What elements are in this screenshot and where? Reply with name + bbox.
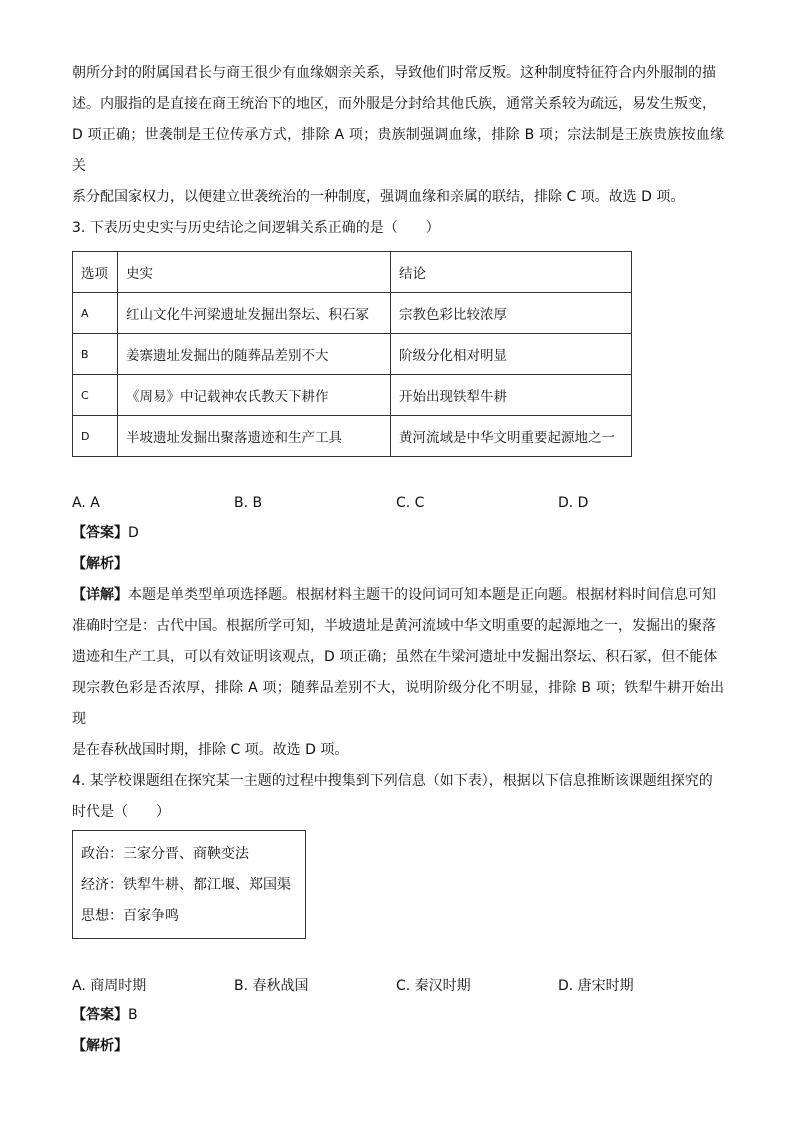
choice-b: B. B <box>234 494 263 511</box>
text-line: 是在春秋战国时期，排除 C 项。故选 D 项。 <box>72 742 349 758</box>
choice-d: D. 唐宋时期 <box>558 977 634 994</box>
answer-tag: 【答案】 <box>72 525 128 541</box>
detail-tag: 【详解】 <box>72 587 128 603</box>
table-row <box>73 293 632 334</box>
analysis-tag: 【解析】 <box>72 556 128 572</box>
document-page <box>72 58 724 1062</box>
table-row <box>73 375 632 416</box>
table-row <box>73 334 632 375</box>
table-cell: 姜寨遗址发掘出的随葬品差别不大 <box>118 334 391 375</box>
table-cell: 半坡遗址发掘出聚落遗迹和生产工具 <box>118 416 391 457</box>
info-line-politics: 政治：三家分晋、商鞅变法 <box>81 846 249 862</box>
analysis-tag: 【解析】 <box>72 1038 128 1054</box>
choice-b: B. 春秋战国 <box>234 977 309 994</box>
question-4-choices <box>72 969 724 1000</box>
question-3-answer <box>72 518 724 549</box>
question-4-answer <box>72 1000 724 1031</box>
table-cell: B <box>73 334 118 375</box>
text-line: 准确时空是：古代中国。根据所学可知，半坡遗址是黄河流域中华文明重要的起源地之一，发掘出的聚落 <box>72 618 716 634</box>
table-cell: 阶级分化相对明显 <box>391 334 632 375</box>
text-line: 系分配国家权力，以便建立世袭统治的一种制度，强调血缘和亲属的联结，排除 C 项。故选 D 项。 <box>72 189 685 205</box>
table-cell: 《周易》中记载神农氏教天下耕作 <box>118 375 391 416</box>
question-4-info-box <box>72 830 306 939</box>
question-3-choices <box>72 487 724 518</box>
info-line-economy: 经济：铁犁牛耕、都江堰、郑国渠 <box>81 877 291 893</box>
text-line: 朝所分封的附属国君长与商王很少有血缘姻亲关系，导致他们时常反叛。这种制度特征符合内外服制的描 <box>72 65 716 81</box>
text-line: 现宗教色彩是否浓厚，排除 A 项；随葬品差别不大，说明阶级分化不明显，排除 B 项；铁犁牛耕开始出现 <box>72 680 724 727</box>
answer-tag: 【答案】 <box>72 1007 128 1023</box>
choice-c: C. 秦汉时期 <box>396 977 471 994</box>
text-line: 时代是（ ） <box>72 804 170 820</box>
text-line: 4. 某学校课题组在探究某一主题的过程中搜集到下列信息（如下表），根据以下信息推断该课题组探究的 <box>72 773 713 789</box>
table-cell: 宗教色彩比较浓厚 <box>391 293 632 334</box>
question-3-stem: 3. 下表历史史实与历史结论之间逻辑关系正确的是（ ） <box>72 220 440 236</box>
question-4-stem <box>72 766 724 828</box>
text-line <box>72 580 724 611</box>
table-header-cell: 结论 <box>391 252 632 293</box>
choice-d: D. D <box>558 494 589 511</box>
question-3-table <box>72 251 632 457</box>
table-cell: C <box>73 375 118 416</box>
table-cell: 开始出现铁犁牛耕 <box>391 375 632 416</box>
text-line: D 项正确；世袭制是王位传承方式，排除 A 项；贵族制强调血缘，排除 B 项；宗法制是王族贵族按血缘关 <box>72 127 724 174</box>
intro-paragraph <box>72 58 724 213</box>
answer-value: D <box>128 525 139 541</box>
table-cell: D <box>73 416 118 457</box>
choice-c: C. C <box>396 494 425 511</box>
table-cell: 红山文化牛河梁遗址发掘出祭坛、积石冢 <box>118 293 391 334</box>
table-row <box>73 416 632 457</box>
question-3-analysis-heading <box>72 549 724 580</box>
table-cell: A <box>73 293 118 334</box>
detail-text: 本题是单类型单项选择题。根据材料主题干的设问词可知本题是正向题。根据材料时间信息可知 <box>128 587 716 603</box>
answer-value: B <box>128 1007 138 1023</box>
choice-a: A. 商周时期 <box>72 977 147 994</box>
table-cell: 黄河流域是中华文明重要起源地之一 <box>391 416 632 457</box>
question-3-detail <box>72 580 724 766</box>
table-header-cell: 选项 <box>73 252 118 293</box>
text-line: 遗迹和生产工具，可以有效证明该观点，D 项正确；虽然在牛梁河遗址中发掘出祭坛、积石冢，但不能体 <box>72 649 718 665</box>
table-header-cell: 史实 <box>118 252 391 293</box>
table-header-row <box>73 252 632 293</box>
question-4-analysis-heading <box>72 1031 724 1062</box>
info-line-thought: 思想：百家争鸣 <box>81 908 179 924</box>
text-line: 述。内服指的是直接在商王统治下的地区，而外服是分封给其他氏族，通常关系较为疏远，易发生叛变， <box>72 96 716 112</box>
choice-a: A. A <box>72 494 100 511</box>
